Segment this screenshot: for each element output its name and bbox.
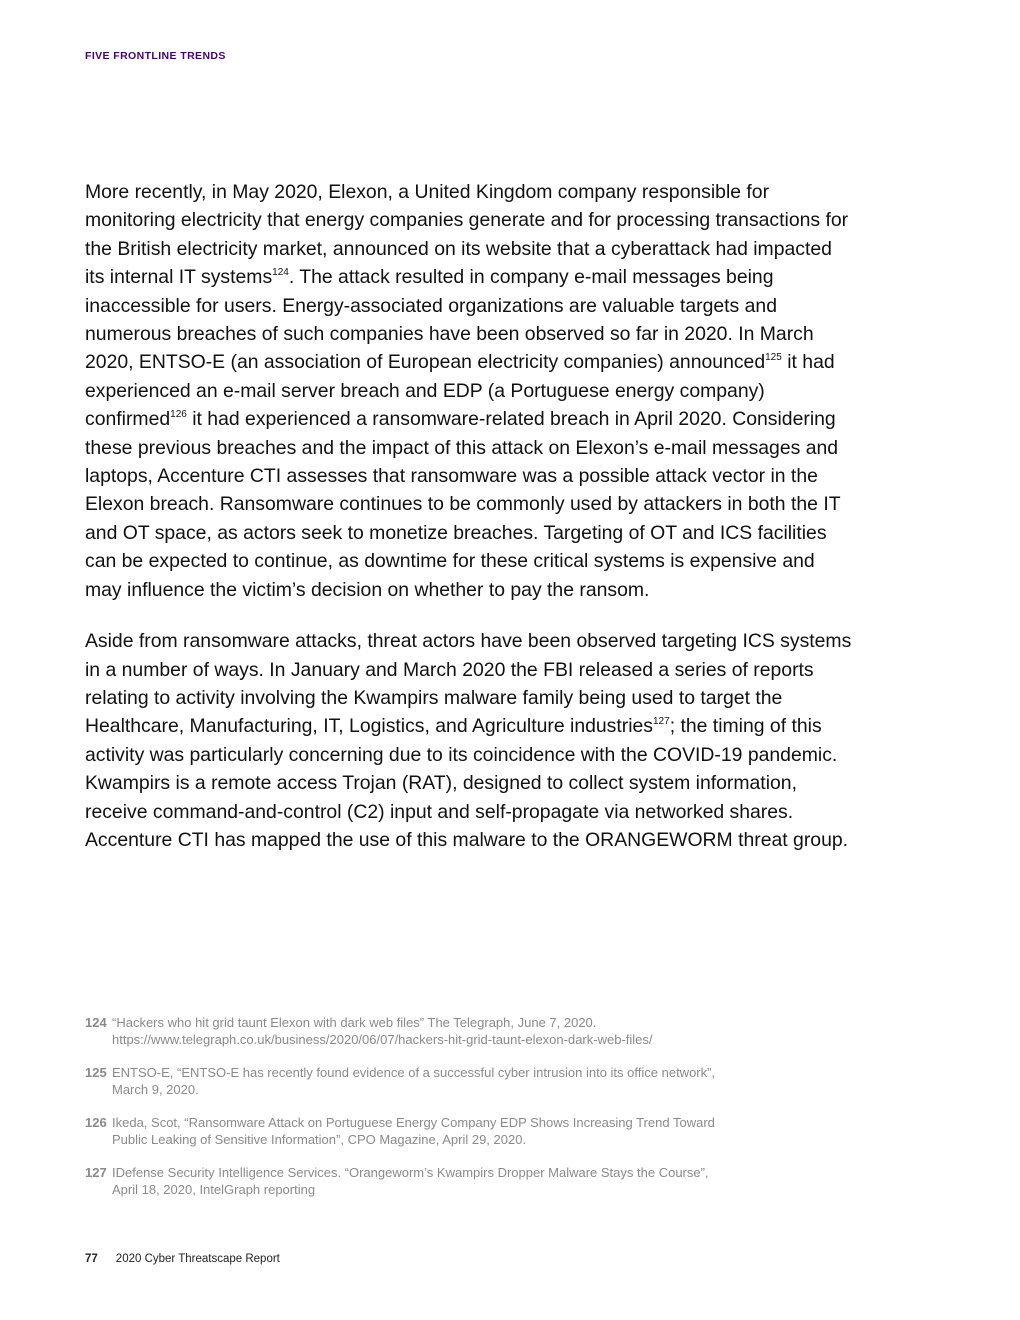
footnote-line: “Hackers who hit grid taunt Elexon with dark web files” The Telegraph, June 7, 2020.: [112, 1015, 597, 1030]
footnote-126: [85, 1114, 845, 1148]
report-title: 2020 Cyber Threatscape Report: [115, 1253, 280, 1265]
paragraph-text: Aside from ransomware attacks, threat actors have been observed targeting ICS systems in a number of ways. In January and March 2020 the FBI released a series of reports relating to activity involving the Kwampirs malware family being used to target the Healthcare, Manufacturing, IT, Logistics, and Agriculture industries: [85, 630, 852, 738]
footnote-ref-127[interactable]: 127: [653, 716, 670, 728]
page-number: 77: [85, 1253, 98, 1265]
footnotes: [85, 1014, 845, 1214]
footnote-127: [85, 1164, 845, 1198]
footnote-line: Public Leaking of Sensitive Information”, CPO Magazine, April 29, 2020.: [112, 1132, 527, 1147]
footnote-number: 127: [85, 1165, 107, 1180]
footnote-125: [85, 1064, 845, 1098]
footnote-number: 125: [85, 1065, 107, 1080]
paragraph-text: More recently, in May 2020, Elexon, a United Kingdom company responsible for monitoring electricity that energy companies generate and for processing transactions for the British electricity market, announced on its website that a cyberattack had impacted its internal IT systems: [85, 181, 849, 289]
footnote-ref-125[interactable]: 125: [765, 352, 782, 364]
footnote-number: 124: [85, 1015, 107, 1030]
footnote-line: IDefense Security Intelligence Services. “Orangeworm’s Kwampirs Dropper Malware Stays the Course”,: [112, 1165, 709, 1180]
paragraph-kwampirs: [85, 627, 855, 854]
paragraph-elexon: [85, 178, 855, 604]
footnote-line: Ikeda, Scot, “Ransomware Attack on Portuguese Energy Company EDP Shows Increasing Trend Toward: [112, 1115, 715, 1130]
footnote-line: March 9, 2020.: [112, 1082, 199, 1097]
section-label: FIVE FRONTLINE TRENDS: [85, 50, 226, 62]
paragraph-text: it had experienced a ransomware-related breach in April 2020. Considering these previous breaches and the impact of this attack on Elexon’s e-mail messages and laptops, Accenture CTI assesses that ransomware was a possible attack vector in the Elexon breach. Ransomware continues to be commonly used by attackers in both the IT and OT space, as actors seek to monetize breaches. Targeting of OT and ICS facilities can be expected to continue, as downtime for these critical systems is expensive and may influence the victim’s decision on whether to pay the ransom.: [85, 408, 841, 601]
footnote-number: 126: [85, 1115, 107, 1130]
footnote-line: ENTSO-E, “ENTSO-E has recently found evidence of a successful cyber intrusion into its office network”,: [112, 1065, 716, 1080]
paragraph-text: . The attack resulted in company e-mail messages being inaccessible for users. Energy-associated organizations are valuable targets and numerous breaches of such companies have been observed so far in 2020. In March 2020, ENTSO-E (an association of European electricity companies) announced: [85, 266, 814, 374]
footnote-ref-126[interactable]: 126: [170, 409, 187, 421]
footnote-line: April 18, 2020, IntelGraph reporting: [112, 1182, 316, 1197]
paragraph-text: it had experienced an e-mail server breach and EDP (a Portuguese energy company) confirmed: [85, 351, 835, 431]
page-footer: [85, 1253, 280, 1265]
footnote-link[interactable]: https://www.telegraph.co.uk/business/2020/06/07/hackers-hit-grid-taunt-elexon-dark-web-files/: [112, 1032, 653, 1047]
article-body: [85, 178, 855, 877]
footnote-124: [85, 1014, 845, 1048]
paragraph-text: ; the timing of this activity was particularly concerning due to its coincidence with the COVID-19 pandemic. Kwampirs is a remote access Trojan (RAT), designed to collect system information, receive command-and-control (C2) input and self-propagate via networked shares. Accenture CTI has mapped the use of this malware to the ORANGEWORM threat group.: [85, 715, 849, 851]
footnote-ref-124[interactable]: 124: [272, 267, 289, 279]
